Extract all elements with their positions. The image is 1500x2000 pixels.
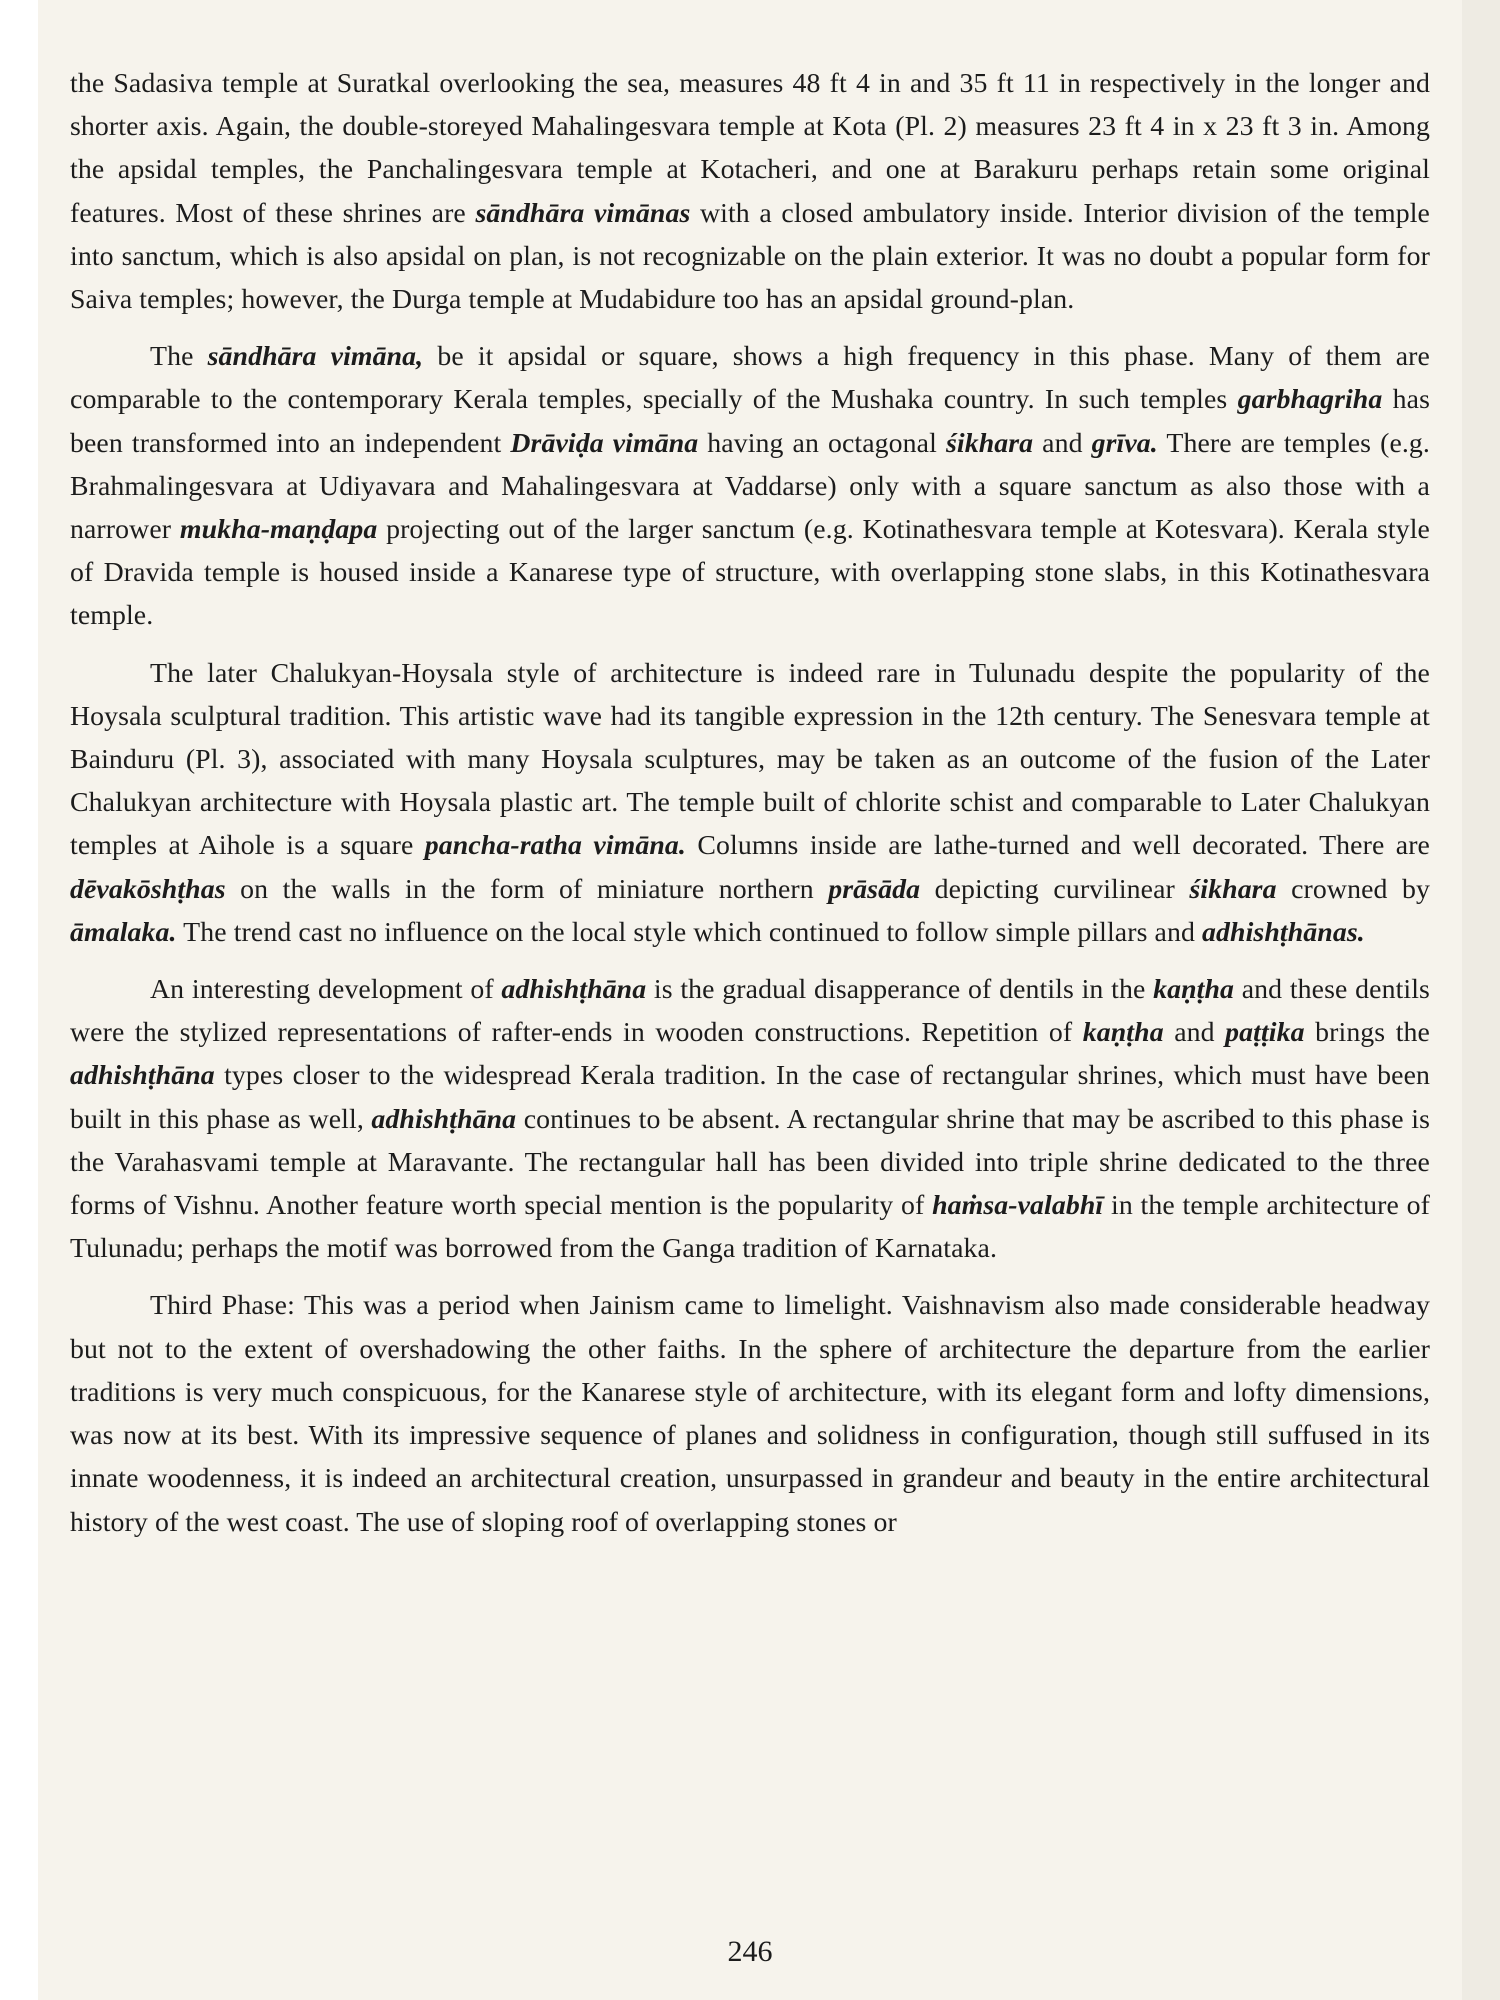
- scan-edge: [1462, 0, 1500, 2000]
- italic-term: garbhagriha: [1237, 384, 1383, 416]
- italic-term: haṁsa-valabhī: [932, 1190, 1104, 1222]
- italic-term: paṭṭika: [1225, 1017, 1305, 1049]
- page-number: 246: [727, 1935, 773, 1968]
- italic-term: adhishṭhānas.: [1202, 916, 1365, 948]
- italic-term: mukha-maṇḍapa: [179, 514, 378, 546]
- italic-term: dēvakōshṭhas: [70, 873, 226, 905]
- italic-term: adhishṭhāna: [70, 1060, 215, 1092]
- italic-term: adhishṭhāna: [501, 974, 647, 1006]
- italic-term: pancha-ratha vimāna.: [424, 830, 686, 862]
- italic-term: śikhara: [945, 427, 1034, 459]
- italic-term: prāsāda: [828, 873, 921, 905]
- italic-term: śikhara: [1189, 873, 1277, 905]
- italic-term: kaṇṭha: [1153, 974, 1235, 1006]
- italic-term: adhishṭhāna: [371, 1103, 517, 1135]
- italic-term: sāndhāra vimānas: [475, 197, 691, 229]
- paragraph-5: Third Phase: This was a period when Jainism came to limelight. Vaishnavism also made considerable headway but not to the extent of overshadowing the other faiths. In the sphere of architecture the departure from the earlier traditions is very much conspicuous, for the Kanarese style of architecture, with its elegant form and lofty dimensions, was now at its best. With its impressive sequence of planes and solidness in configuration, though still suffused in its innate woodenness, it is indeed an architectural creation, unsurpassed in grandeur and beauty in the entire architectural history of the west coast. The use of sloping roof of overlapping stones or: [70, 1290, 1430, 1538]
- italic-term: Drāviḍa vimāna: [510, 427, 699, 459]
- paragraph-3: The later Chalukyan-Hoysala style of architecture is indeed rare in Tulunadu despite the popularity of the Hoysala sculptural tradition. This artistic wave had its tangible expression in the 12th century. The Senesvara temple at Bainduru (Pl. 3), associated with many Hoysala sculptures, may be taken as an outcome of the fusion of the Later Chalukyan architecture with Hoysala plastic art. The temple built of chlorite schist and comparable to Later Chalukyan temples at Aihole is a square pancha-ratha vimāna. Columns inside are lathe-turned and well decorated. There are dēvakōshṭhas on the walls in the form of miniature northern prāsāda depicting curvilinear śikhara crowned by āmalaka. The trend cast no influence on the local style which continued to follow simple pillars and adhishṭhānas.: [70, 657, 1430, 948]
- italic-term: āmalaka.: [70, 916, 177, 948]
- paragraph-2: The sāndhāra vimāna, be it apsidal or square, shows a high frequency in this phase. Many of them are comparable to the contemporary Kerala temples, specially of the Mushaka country. In such temples garbhagriha has been transformed into an independent Drāviḍa vimāna having an octagonal śikhara and grīva. There are temples (e.g. Brahmalingesvara at Udiyavara and Mahalingesvara at Vaddarse) only with a square sanctum as also those with a narrower mukha-maṇḍapa projecting out of the larger sanctum (e.g. Kotinathesvara temple at Kotesvara). Kerala style of Dravida temple is housed inside a Kanarese type of structure, with overlapping stone slabs, in this Kotinathesvara temple.: [70, 341, 1430, 632]
- paragraph-4: An interesting development of adhishṭhāna is the gradual disapperance of dentils in the kaṇṭha and these dentils were the stylized representations of rafter-ends in wooden constructions. Repetition of kaṇṭha and paṭṭika brings the adhishṭhāna types closer to the widespread Kerala tradition. In the case of rectangular shrines, which must have been built in this phase as well, adhishṭhāna continues to be absent. A rectangular shrine that may be ascribed to this phase is the Varahasvami temple at Maravante. The rectangular hall has been divided into triple shrine dedicated to the three forms of Vishnu. Another feature worth special mention is the popularity of haṁsa-valabhī in the temple architecture of Tulunadu; perhaps the motif was borrowed from the Ganga tradition of Karnataka.: [70, 974, 1430, 1265]
- body-text: [70, 62, 1430, 1558]
- paragraph-1: the Sadasiva temple at Suratkal overlooking the sea, measures 48 ft 4 in and 35 ft 11 in respectively in the longer and shorter axis. Again, the double-storeyed Mahalingesvara temple at Kota (Pl. 2) measures 23 ft 4 in x 23 ft 3 in. Among the apsidal temples, the Panchalingesvara temple at Kotacheri, and one at Barakuru perhaps retain some original features. Most of these shrines are sāndhāra vimānas with a closed ambulatory inside. Interior division of the temple into sanctum, which is also apsidal on plan, is not recognizable on the plain exterior. It was no doubt a popular form for Saiva temples; however, the Durga temple at Mudabidure too has an apsidal ground-plan.: [70, 68, 1430, 316]
- italic-term: grīva.: [1091, 427, 1158, 459]
- italic-term: kaṇṭha: [1082, 1017, 1164, 1049]
- italic-term: sāndhāra vimāna,: [207, 341, 424, 373]
